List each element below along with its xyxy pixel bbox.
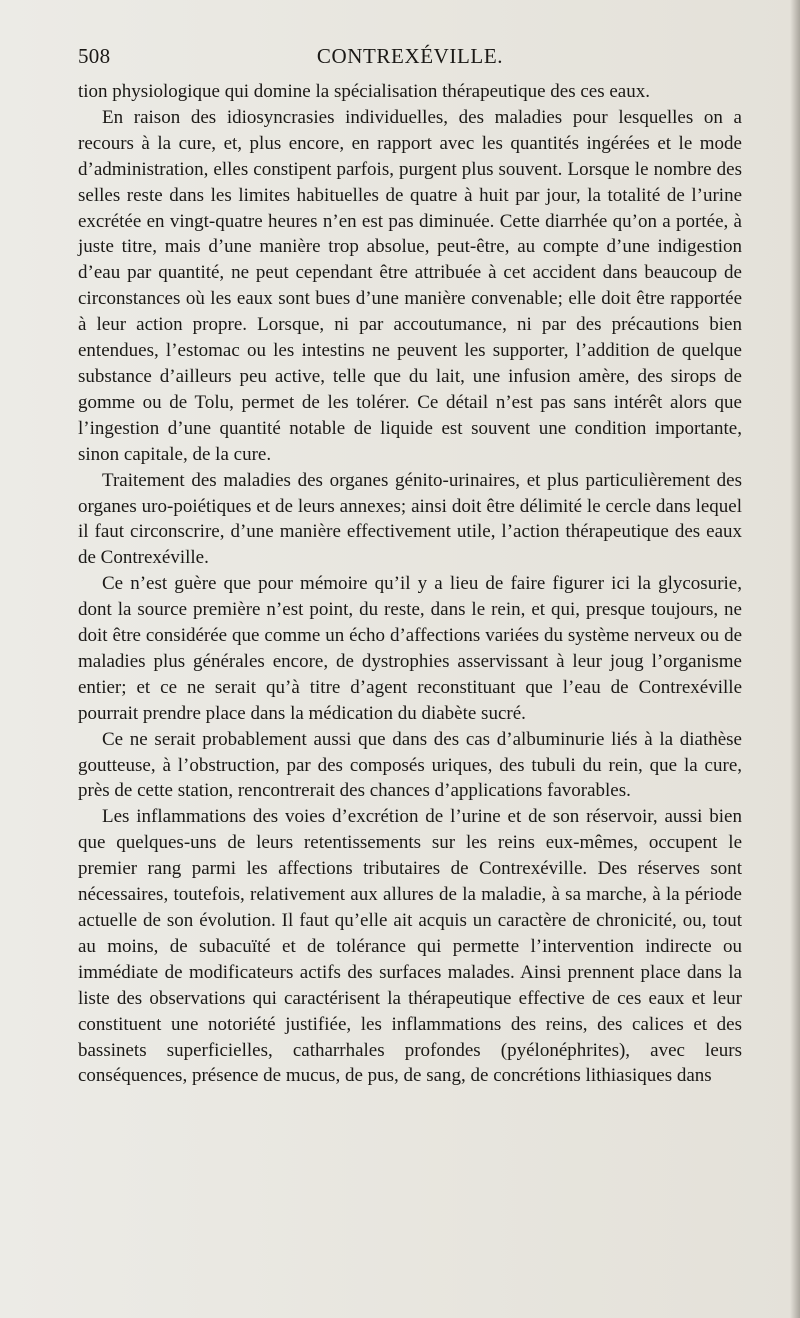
- paragraph-diarrhee: En raison des idiosyncrasies individuelles, des maladies pour lesquelles on a recours à la cure, et, plus encore, en rapport avec les quantités ingérées et le mode d’administration, elles constipent parfois, purgent plus souvent. Lorsque le nombre des selles reste dans les limites habituelles de quatre à huit par jour, la totalité de l’urine excrétée en vingt-quatre heures n’en est pas diminuée. Cette diarrhée qu’on a portée, à juste titre, mais d’une manière trop absolue, peut-être, au compte d’une indigestion d’eau par quantité, ne peut cependant être attribuée à cet accident dans beaucoup de circonstances où les eaux sont bues d’une manière convenable; elle doit être rapportée à leur action propre. Lorsque, ni par accoutumance, ni par des précautions bien entendues, l’estomac ou les intestins ne peuvent les supporter, l’addition de quelque substance d’ailleurs peu active, telle que du lait, une infusion amère, des sirops de gomme ou de Tolu, permet de les tolérer. Ce détail n’est pas sans intérêt alors que l’ingestion d’une quantité notable de liquide est souvent une condition importante, sinon capitale, de la cure.: [78, 106, 742, 465]
- paragraph-inflammations: Les inflammations des voies d’excrétion de l’urine et de son réservoir, aussi bien que quelques-uns de leurs retentissements sur les reins eux-mêmes, occupent le premier rang parmi les affections tributaires de Contrexéville. Des réserves sont nécessaires, toutefois, relativement aux allures de la maladie, à sa marche, à la période actuelle de son évolution. Il faut qu’elle ait acquis un caractère de chronicité, ou, tout au moins, de subacuïté et de tolérance qui permette l’intervention indirecte ou immédiate de modificateurs actifs des surfaces malades. Ainsi prennent place dans la liste des observations qui caractérisent la thérapeutique effective de ces eaux et leur constituent une notoriété justifiée, les inflammations des reins, des calices et des bassinets superficielles, catharrhales profondes (pyélonéphrites), avec leurs conséquences, présence de mucus, de pus, de sang, de concrétions lithiasiques dans: [78, 806, 742, 1087]
- page-gutter-shadow: [790, 0, 800, 1318]
- paragraph-glycosurie: Ce n’est guère que pour mémoire qu’il y a lieu de faire figurer ici la glycosurie, dont la source première n’est point, du reste, dans le rein, et qui, presque toujours, ne doit être considérée que comme un écho d’affections variées du système nerveux ou de maladies plus générales encore, de dystrophies asservissant à leur joug l’organisme entier; et ce ne serait qu’à titre d’agent reconstituant que l’eau de Contrexéville pourrait prendre place dans la médication du diabète sucré.: [78, 573, 742, 724]
- page-header: [78, 44, 742, 72]
- paragraph-albuminurie: Ce ne serait probablement aussi que dans des cas d’albuminurie liés à la diathèse goutteuse, à l’obstruction, par des composés uriques, des tubuli du rein, que la cure, près de cette station, rencontrerait des chances d’applications favorables.: [78, 728, 742, 802]
- paragraph-traitement: Traitement des maladies des organes génito-urinaires, et plus particulièrement des organes uro-poiétiques et de leurs annexes; ainsi doit être délimité le cercle dans lequel il faut circonscrire, d’une manière effectivement utile, l’action thérapeutique des eaux de Contrexéville.: [78, 469, 742, 569]
- running-title: CONTREXÉVILLE.: [316, 44, 504, 68]
- body-text: [78, 79, 742, 1089]
- paragraph-continuation: tion physiologique qui domine la spécialisation thérapeutique des ces eaux.: [78, 81, 650, 102]
- page-number: 508: [78, 44, 111, 68]
